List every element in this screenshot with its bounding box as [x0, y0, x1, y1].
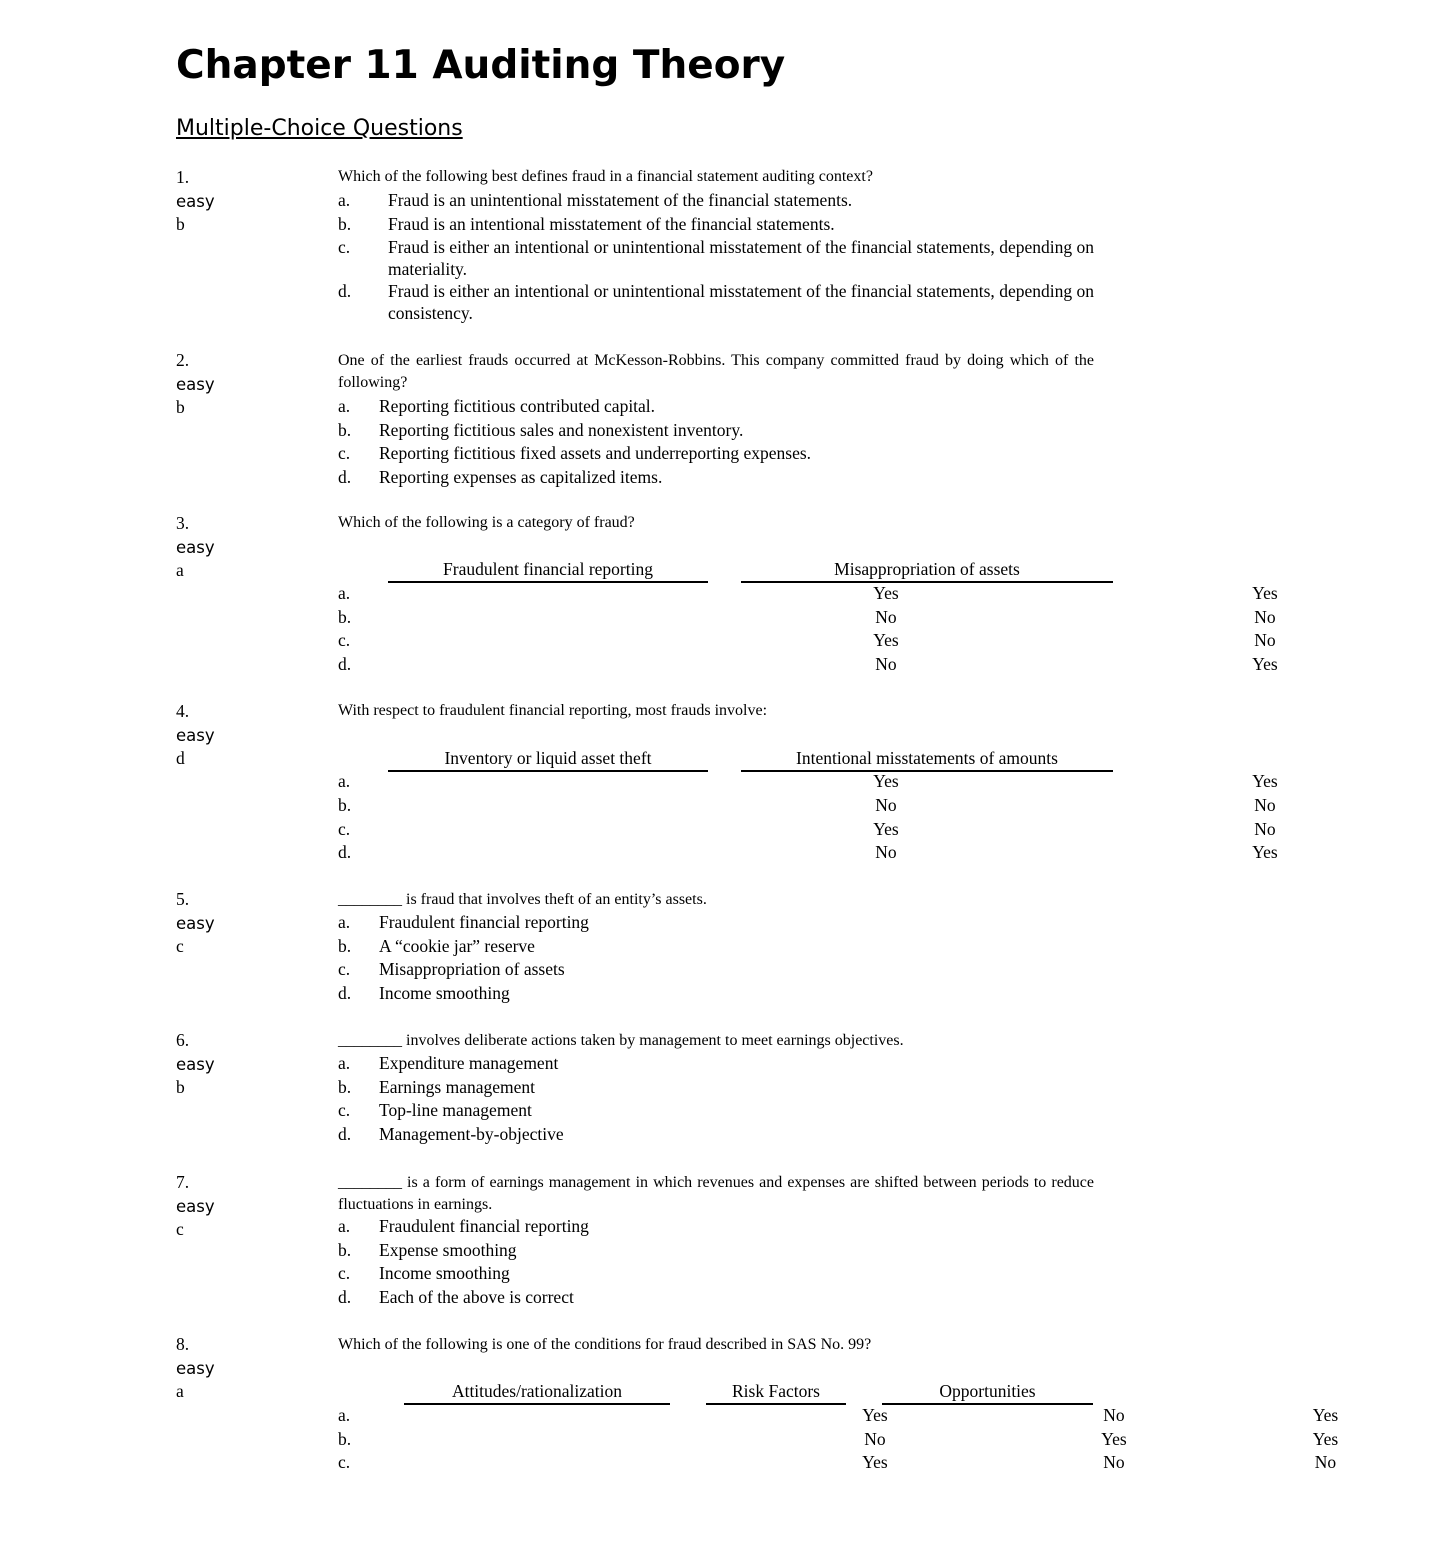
table-row: [338, 1451, 1337, 1475]
option-letter: d.: [338, 982, 352, 1003]
table-cell: No: [1103, 1405, 1125, 1425]
question-4-meta: [176, 700, 296, 771]
table-row: [338, 582, 1278, 606]
table-cell: No: [875, 607, 897, 627]
question-difficulty: easy: [176, 1358, 215, 1378]
question-answer: a: [176, 560, 184, 580]
option-text: Income smoothing: [379, 1263, 510, 1283]
table-cell: Yes: [1101, 1429, 1127, 1449]
option-d: [338, 1123, 1094, 1147]
table-row: [338, 629, 1276, 653]
option-b: [338, 1076, 1094, 1100]
option-c: [338, 1262, 1094, 1286]
table-row: [338, 794, 1276, 818]
option-letter: b.: [338, 213, 352, 234]
option-letter: c.: [338, 1100, 351, 1120]
option-letter: b.: [338, 1076, 352, 1097]
option-letter: c.: [338, 1263, 351, 1283]
option-c: [338, 236, 1094, 280]
table-cell: No: [864, 1429, 886, 1449]
question-6-options: [338, 1052, 1094, 1146]
option-text: Income smoothing: [379, 982, 510, 1003]
question-difficulty: easy: [176, 374, 215, 394]
option-text: Fraud is an unintentional misstatement of the financial statements.: [388, 190, 853, 210]
table-cell: No: [1254, 795, 1276, 815]
option-d: [338, 982, 1094, 1006]
table-cell: Yes: [1312, 1429, 1339, 1449]
question-answer: d: [176, 748, 185, 768]
section-heading: Multiple-Choice Questions: [176, 116, 463, 141]
question-5-options: [338, 911, 1094, 1005]
question-difficulty: easy: [176, 725, 215, 745]
table-row: [338, 770, 1278, 794]
option-letter: c.: [338, 237, 351, 257]
page-title: Chapter 11 Auditing Theory: [176, 43, 786, 88]
option-b: [338, 213, 1094, 237]
question-2-meta: [176, 349, 296, 420]
option-a: [338, 189, 1094, 213]
option-text: Reporting fictitious fixed assets and underreporting expenses.: [379, 443, 812, 463]
option-letter: b.: [338, 419, 352, 440]
option-a: [338, 1215, 1094, 1239]
option-a: [338, 395, 1094, 419]
question-number: 3.: [176, 513, 190, 533]
question-7-meta: [176, 1171, 296, 1242]
option-c: [338, 1099, 1094, 1123]
option-text: Fraud is an intentional misstatement of the financial statements.: [388, 213, 835, 234]
option-letter: c.: [338, 959, 351, 979]
table-cell: No: [1103, 1452, 1125, 1472]
option-text: Expense smoothing: [379, 1239, 517, 1260]
option-a: [338, 1052, 1094, 1076]
row-letter: c.: [338, 819, 351, 839]
question-answer: b: [176, 1077, 185, 1097]
table-row: [338, 1404, 1339, 1428]
question-1-stem: Which of the following best defines fraud in a financial statement auditing context?: [338, 168, 873, 185]
question-5-meta: [176, 888, 296, 959]
option-letter: d.: [338, 281, 352, 301]
table-cell: No: [1254, 819, 1276, 839]
option-text: Fraud is either an intentional or unintentional misstatement of the financial statements, depending on materiality.: [388, 237, 1094, 279]
row-letter: d.: [338, 842, 352, 862]
table-cell: Yes: [873, 583, 899, 603]
question-answer: a: [176, 1381, 184, 1401]
question-7-options: [338, 1215, 1094, 1309]
table-cell: Yes: [873, 630, 899, 650]
question-answer: b: [176, 397, 185, 417]
option-letter: d.: [338, 1123, 352, 1144]
row-letter: b.: [338, 1429, 352, 1449]
option-letter: a.: [338, 1053, 351, 1073]
option-c: [338, 958, 1094, 982]
table-cell: Yes: [873, 819, 899, 839]
question-6-stem: ________ involves deliberate actions taken by management to meet earnings objectives.: [338, 1032, 904, 1049]
table-column-header: Intentional misstatements of amounts: [741, 747, 1113, 772]
option-text: Earnings management: [379, 1076, 535, 1097]
table-column-header: Inventory or liquid asset theft: [388, 747, 708, 772]
option-d: [338, 1286, 1094, 1310]
question-number: 8.: [176, 1334, 190, 1354]
question-5-stem: ________ is fraud that involves theft of an entity’s assets.: [338, 891, 707, 908]
table-cell: Yes: [1252, 771, 1278, 791]
question-number: 6.: [176, 1030, 190, 1050]
question-3-stem: Which of the following is a category of fraud?: [338, 514, 635, 531]
table-cell: Yes: [873, 771, 899, 791]
table-row: [338, 653, 1278, 677]
option-text: A “cookie jar” reserve: [379, 935, 535, 956]
question-answer: b: [176, 214, 185, 234]
question-difficulty: easy: [176, 1054, 215, 1074]
option-text: Fraudulent financial reporting: [379, 1216, 589, 1236]
table-row: [338, 818, 1276, 842]
question-number: 4.: [176, 701, 190, 721]
question-answer: c: [176, 1219, 184, 1239]
option-text: Reporting fictitious sales and nonexistent inventory.: [379, 419, 744, 440]
table-cell: No: [1254, 630, 1276, 650]
row-letter: c.: [338, 630, 351, 650]
option-d: [338, 466, 1094, 490]
question-1-options: [338, 189, 1094, 324]
option-c: [338, 442, 1094, 466]
question-1-meta: [176, 166, 296, 237]
table-row: [338, 606, 1276, 630]
question-2-stem: One of the earliest frauds occurred at McKesson-Robbins. This company committed fraud by doing which of the following?: [338, 352, 1094, 391]
option-letter: c.: [338, 443, 351, 463]
row-letter: a.: [338, 771, 351, 791]
row-letter: c.: [338, 1452, 351, 1472]
question-2-options: [338, 395, 1094, 489]
table-cell: No: [875, 795, 897, 815]
question-7-stem: ________ is a form of earnings management in which revenues and expenses are shifted between periods to reduce fluctuations in earnings.: [338, 1174, 1094, 1213]
table-column-header: Misappropriation of assets: [741, 558, 1113, 583]
question-difficulty: easy: [176, 191, 215, 211]
question-number: 7.: [176, 1172, 190, 1192]
option-text: Management-by-objective: [379, 1123, 564, 1144]
table-cell: Yes: [1312, 1405, 1339, 1425]
option-text: Reporting fictitious contributed capital.: [379, 396, 656, 416]
question-answer: c: [176, 936, 184, 956]
question-8-stem: Which of the following is one of the conditions for fraud described in SAS No. 99?: [338, 1336, 872, 1353]
table-row: [338, 841, 1278, 865]
row-letter: a.: [338, 1405, 351, 1425]
question-8-meta: [176, 1333, 296, 1404]
option-letter: a.: [338, 1216, 351, 1236]
question-6-meta: [176, 1029, 296, 1100]
option-b: [338, 935, 1094, 959]
option-letter: a.: [338, 912, 351, 932]
option-text: Each of the above is correct: [379, 1286, 574, 1307]
table-column-header: Risk Factors: [706, 1380, 846, 1405]
table-cell: No: [875, 654, 897, 674]
option-letter: d.: [338, 1286, 352, 1307]
row-letter: b.: [338, 607, 352, 627]
option-text: Expenditure management: [379, 1053, 559, 1073]
table-cell: No: [875, 842, 897, 862]
table-cell: No: [1314, 1452, 1337, 1472]
option-letter: a.: [338, 396, 351, 416]
option-text: Reporting expenses as capitalized items.: [379, 466, 663, 487]
option-letter: a.: [338, 190, 351, 210]
option-b: [338, 1239, 1094, 1263]
option-text: Fraud is either an intentional or unintentional misstatement of the financial statements, depending on consistency.: [388, 281, 1094, 323]
option-letter: b.: [338, 935, 352, 956]
question-number: 1.: [176, 167, 190, 187]
row-letter: b.: [338, 795, 352, 815]
table-row: [338, 1428, 1339, 1452]
option-text: Misappropriation of assets: [379, 959, 565, 979]
option-a: [338, 911, 1094, 935]
table-column-header: Attitudes/rationalization: [404, 1380, 670, 1405]
question-difficulty: easy: [176, 537, 215, 557]
option-letter: b.: [338, 1239, 352, 1260]
row-letter: d.: [338, 654, 352, 674]
question-number: 2.: [176, 350, 190, 370]
question-difficulty: easy: [176, 913, 215, 933]
option-b: [338, 419, 1094, 443]
table-cell: Yes: [862, 1405, 888, 1425]
question-difficulty: easy: [176, 1196, 215, 1216]
question-3-meta: [176, 512, 296, 583]
table-cell: Yes: [1252, 654, 1278, 674]
table-cell: No: [1254, 607, 1276, 627]
table-cell: Yes: [1252, 583, 1278, 603]
option-letter: d.: [338, 466, 352, 487]
row-letter: a.: [338, 583, 351, 603]
option-d: [338, 280, 1094, 324]
table-column-header: Opportunities: [882, 1380, 1093, 1405]
option-text: Top-line management: [379, 1100, 532, 1120]
table-cell: Yes: [1252, 842, 1278, 862]
table-column-header: Fraudulent financial reporting: [388, 558, 708, 583]
question-number: 5.: [176, 889, 190, 909]
question-4-stem: With respect to fraudulent financial reporting, most frauds involve:: [338, 702, 768, 719]
table-cell: Yes: [862, 1452, 888, 1472]
option-text: Fraudulent financial reporting: [379, 912, 589, 932]
